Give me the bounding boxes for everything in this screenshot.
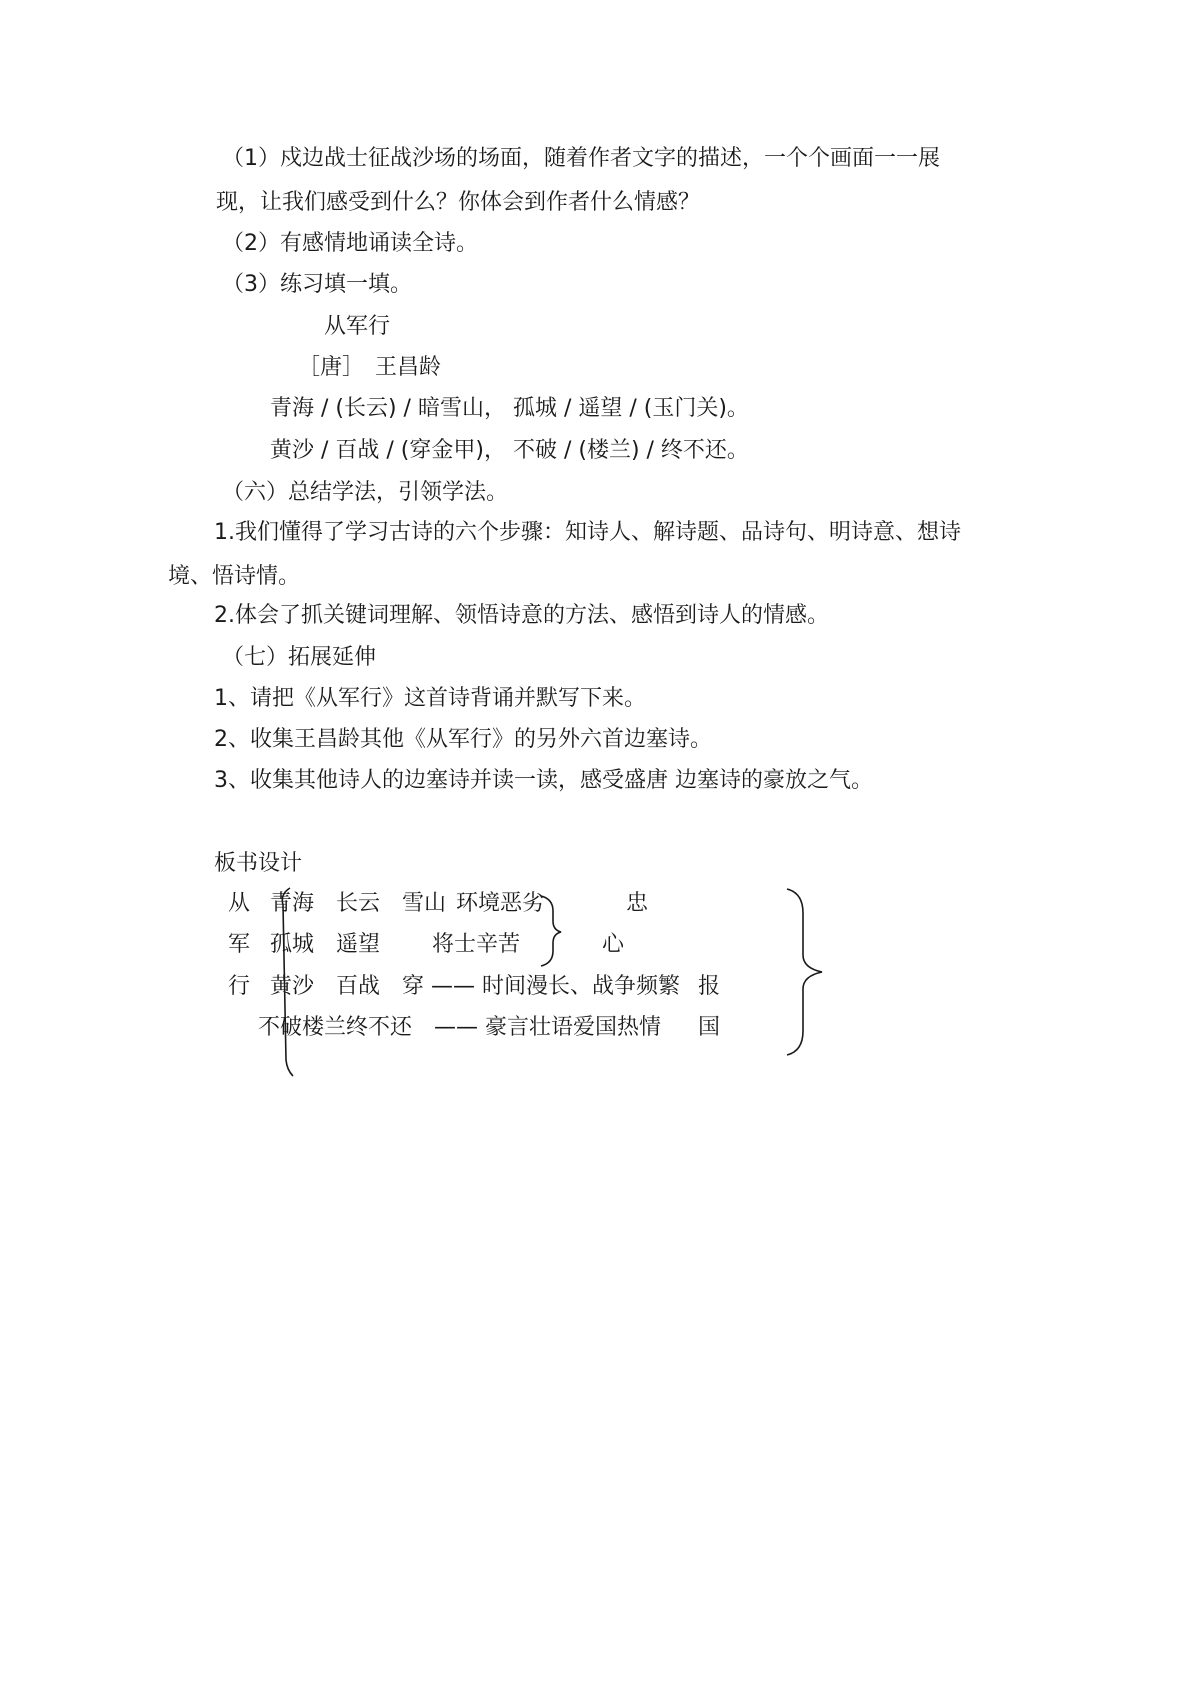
section-6-heading: （六）总结学法，引领学法。 xyxy=(222,480,509,505)
question-1-line-1: （1）戍边战士征战沙场的场面，随着作者文字的描述，一个个画面一一展 xyxy=(222,146,940,171)
board-row-4-words: 不破楼兰终不还 —— 豪言壮语爱国热情 xyxy=(258,1015,661,1040)
poem-author: ［唐］ 王昌龄 xyxy=(298,355,442,380)
section-6-item-1-line-2: 境、悟诗情。 xyxy=(168,564,301,589)
board-title-char-3: 行 xyxy=(228,974,251,999)
board-row-3-words: 黄沙 百战 穿 —— 时间漫长、战争频繁 xyxy=(270,974,680,999)
section-7-item-2: 2、收集王昌龄其他《从军行》的另外六首边塞诗。 xyxy=(214,727,712,752)
board-title-char-2: 军 xyxy=(228,932,251,957)
section-7-item-1: 1、请把《从军行》这首诗背诵并默写下来。 xyxy=(214,686,646,711)
board-heading: 板书设计 xyxy=(214,851,303,876)
section-7-item-3: 3、收集其他诗人的边塞诗并读一读，感受盛唐 边塞诗的豪放之气。 xyxy=(214,768,873,793)
question-1-line-2: 现，让我们感受到什么？你体会到作者什么情感？ xyxy=(216,190,701,215)
board-result-char-4: 国 xyxy=(698,1015,721,1040)
poem-line-1: 青海 / (长云) / 暗雪山， 孤城 / 遥望 / (玉门关)。 xyxy=(270,396,749,421)
board-left-brace-icon xyxy=(282,888,293,1076)
board-small-brace-icon xyxy=(541,896,561,966)
poem-line-2: 黄沙 / 百战 / (穿金甲)， 不破 / (楼兰) / 终不还。 xyxy=(270,438,749,463)
board-result-char-2: 心 xyxy=(602,932,625,957)
section-6-item-2: 2.体会了抓关键词理解、领悟诗意的方法、感悟到诗人的情感。 xyxy=(214,603,829,628)
board-row-1-note: 环境恶劣 xyxy=(456,891,545,916)
question-3: （3）练习填一填。 xyxy=(222,272,412,297)
board-result-char-3: 报 xyxy=(698,974,721,999)
section-6-item-1-line-1: 1.我们懂得了学习古诗的六个步骤：知诗人、解诗题、品诗句、明诗意、想诗 xyxy=(214,520,961,545)
board-right-brace-icon xyxy=(787,889,822,1055)
board-row-2-note: 将士辛苦 xyxy=(432,932,521,957)
board-result-char-1: 忠 xyxy=(626,891,649,916)
board-title-char-1: 从 xyxy=(228,891,251,916)
poem-title: 从军行 xyxy=(324,314,391,339)
question-2: （2）有感情地诵读全诗。 xyxy=(222,231,478,256)
board-row-1-words: 青海 长云 雪山 xyxy=(270,891,447,916)
section-7-heading: （七）拓展延伸 xyxy=(222,645,377,670)
board-row-2-words: 孤城 遥望 xyxy=(270,932,381,957)
